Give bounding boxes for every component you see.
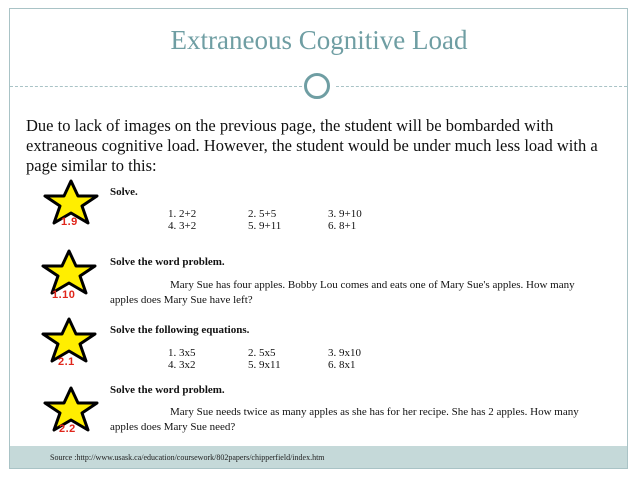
problem-item: 5. 9+11	[248, 220, 282, 232]
section-heading: Solve the following equations.	[110, 324, 250, 336]
section-heading: Solve the word problem.	[110, 384, 225, 396]
slide-title: Extraneous Cognitive Load	[170, 25, 468, 55]
level-label: 1.9	[61, 216, 78, 228]
problem-item: 1. 2+2	[168, 208, 197, 220]
source-citation: Source :http://www.usask.ca/education/coursework/802papers/chipperfield/index.htm	[50, 453, 325, 462]
level-label: 2.2	[59, 423, 76, 435]
level-label: 2.1	[58, 356, 75, 368]
problem-item: 4. 3x2	[168, 359, 196, 371]
title-divider-right	[336, 86, 627, 87]
problem-item: 2. 5+5	[248, 208, 277, 220]
intro-paragraph: Due to lack of images on the previous page, the student will be bombarded with extraneous cognitive load. However, the student would be under much less load with a page similar to this:	[26, 116, 598, 175]
problem-item: 5. 9x11	[248, 359, 281, 371]
problem-item: 6. 8+1	[328, 220, 357, 232]
problem-item: 2. 5x5	[248, 347, 276, 359]
word-problem-text: Mary Sue needs twice as many apples as she has for her recipe. She has 2 apples. How many apples does Mary Sue need?	[110, 406, 579, 433]
section-heading: Solve.	[110, 186, 138, 198]
level-label: 1.10	[52, 289, 76, 301]
title-divider-left	[10, 86, 302, 87]
problem-item: 4. 3+2	[168, 220, 197, 232]
problem-item: 3. 9x10	[328, 347, 361, 359]
section-heading: Solve the word problem.	[110, 256, 225, 268]
divider-circle-icon	[304, 73, 330, 99]
problem-item: 1. 3x5	[168, 347, 196, 359]
word-problem-text: Mary Sue has four apples. Bobby Lou comes and eats one of Mary Sue's apples. How many apples does Mary Sue have left?	[110, 279, 575, 306]
problem-item: 6. 8x1	[328, 359, 356, 371]
problem-item: 3. 9+10	[328, 208, 362, 220]
